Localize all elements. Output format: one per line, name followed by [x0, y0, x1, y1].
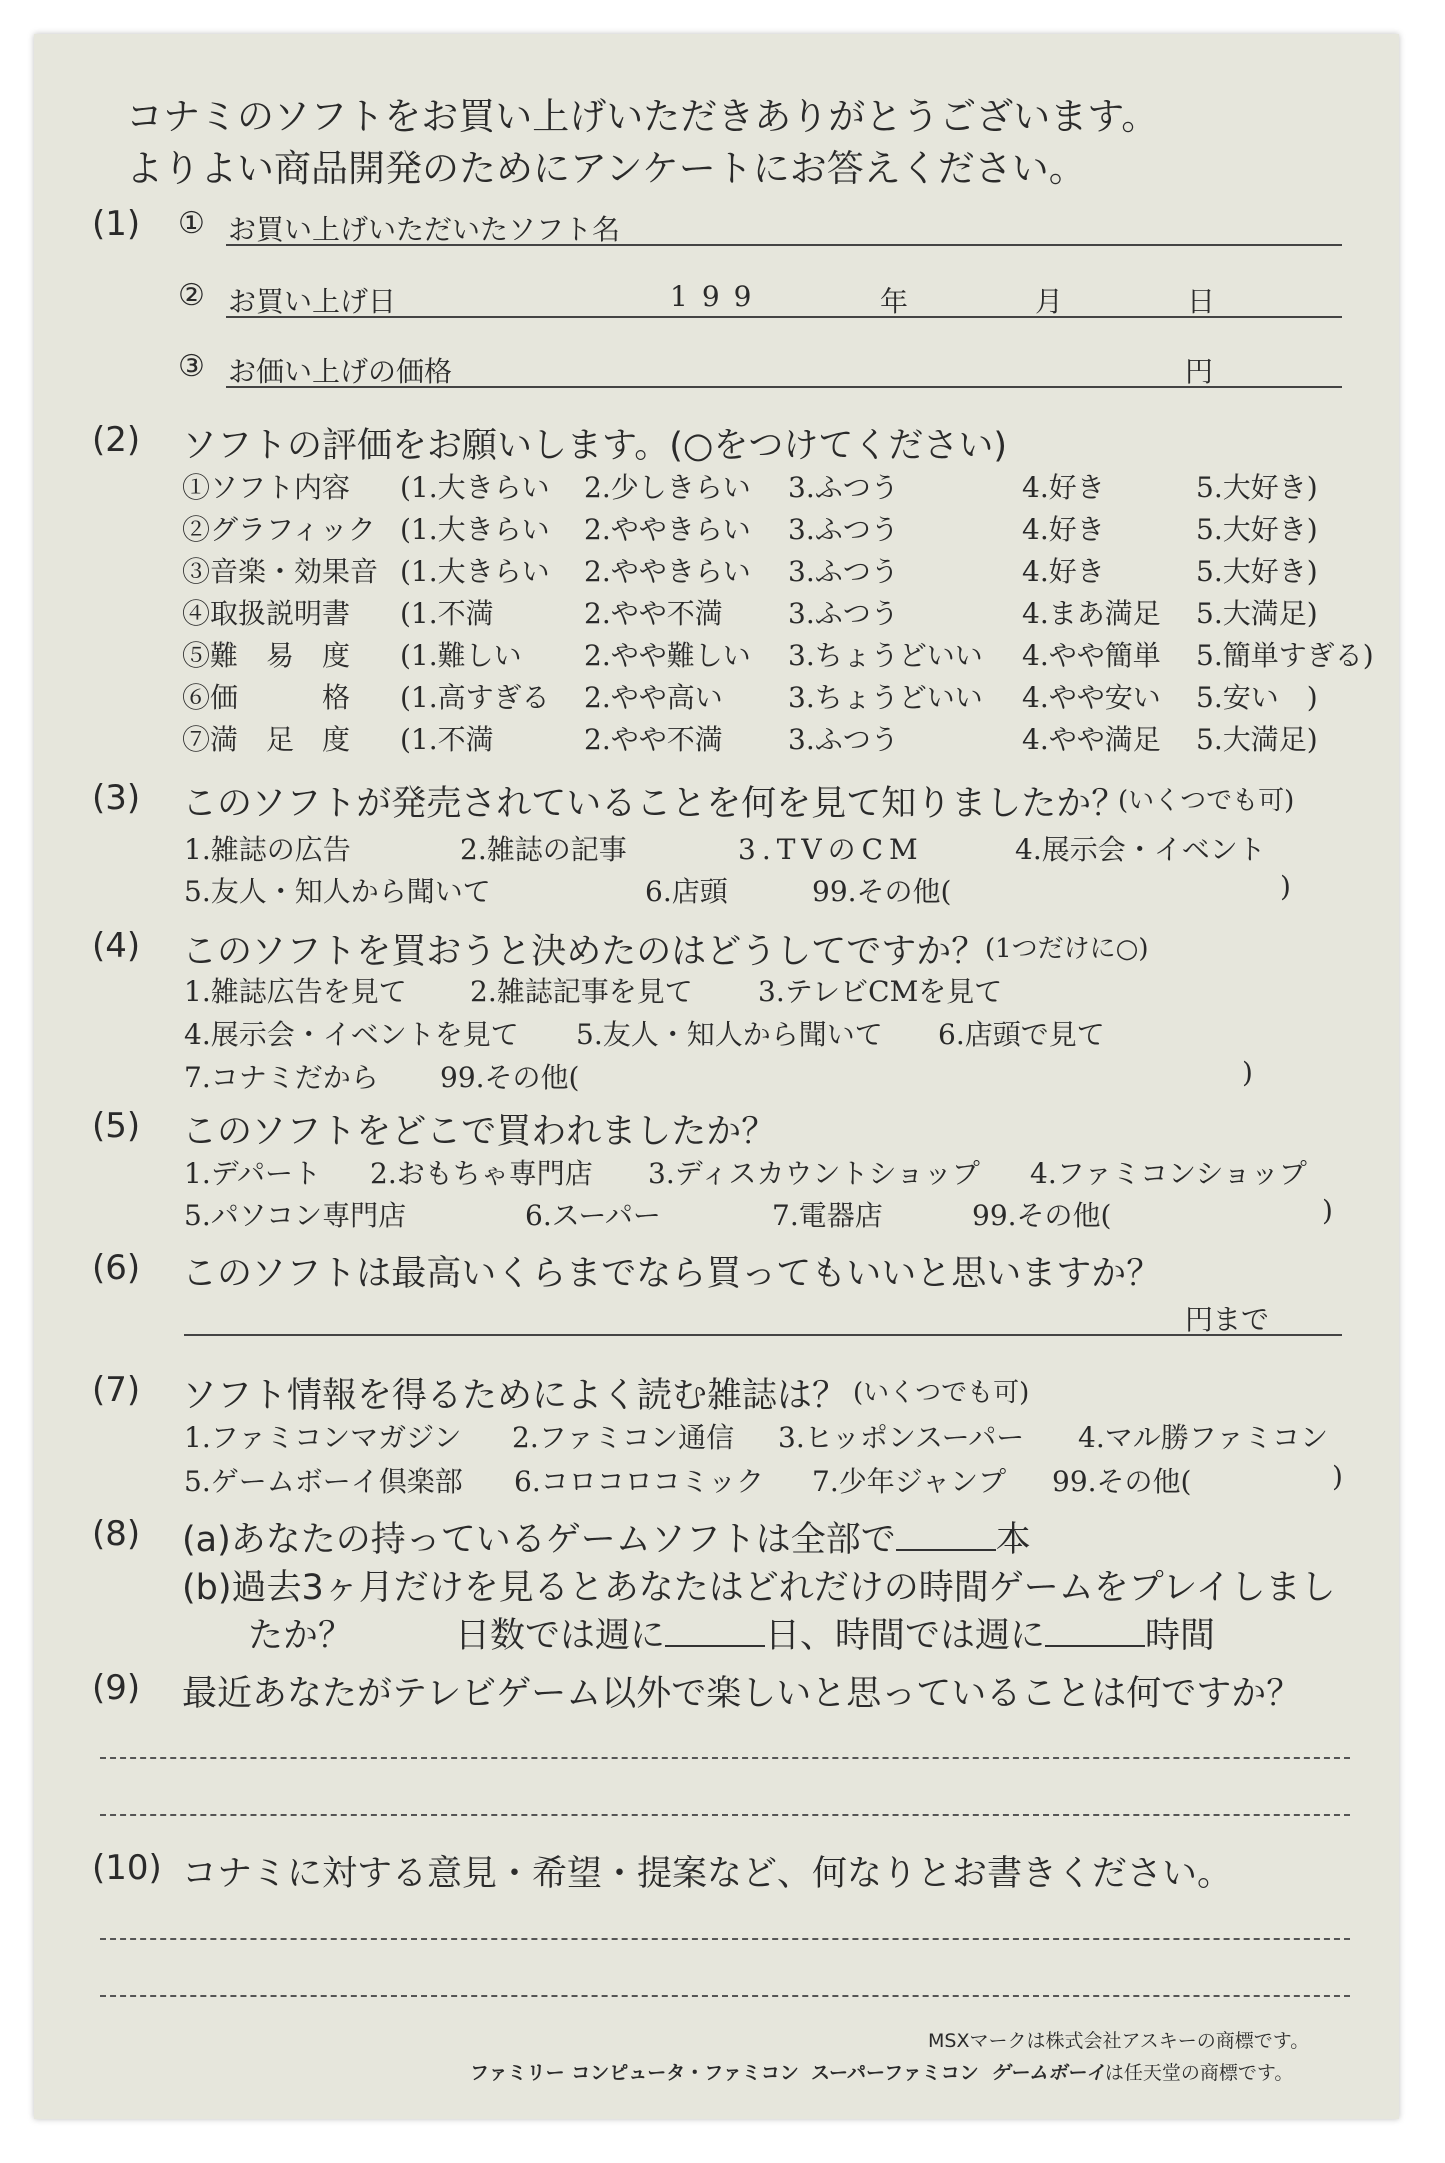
q8-a-blank[interactable]: [896, 1519, 996, 1551]
q3-option-99[interactable]: 99.その他(: [812, 875, 952, 908]
q8-b-line2: たか？: [248, 1616, 354, 1656]
q4-option-7[interactable]: 7.コナミだから: [184, 1061, 379, 1094]
q7-option-99-close: ): [1332, 1460, 1343, 1493]
q10-answer-line-1[interactable]: [100, 1938, 1350, 1940]
q1-software-name-field[interactable]: [226, 244, 1342, 246]
q3-title: このソフトが発売されていることを何を見て知りましたか？: [182, 784, 1127, 824]
intro-line-2: よりよい商品開発のためにアンケートにお答えください。: [126, 147, 1086, 190]
q2-row-option[interactable]: 3.ふつう: [788, 471, 899, 504]
q2-row-option[interactable]: 4.好き: [1022, 513, 1105, 546]
q2-row-option[interactable]: (1.高すぎる: [400, 681, 550, 714]
q8-b-days-blank[interactable]: [665, 1615, 765, 1647]
q1-c-label: お価い上げの価格: [228, 355, 453, 388]
q5-option-1[interactable]: 1.デパート: [184, 1157, 322, 1190]
q1-c-yen: 円: [1185, 355, 1214, 388]
q3-option-4[interactable]: 4.展示会・イベント: [1015, 833, 1266, 866]
q1-c-mark: ③: [178, 349, 205, 384]
q1-b-hi: 日: [1187, 285, 1216, 318]
q7-note: (いくつでも可): [853, 1378, 1030, 1408]
q9-number: (9): [92, 1668, 141, 1708]
q2-row-option[interactable]: (1.不満: [400, 597, 494, 630]
q4-option-1[interactable]: 1.雑誌広告を見て: [184, 975, 407, 1008]
q7-option-7[interactable]: 7.少年ジャンプ: [812, 1465, 1007, 1498]
q1-a-label: お買い上げいただいたソフト名: [228, 213, 621, 246]
q8-number: (8): [92, 1514, 141, 1554]
q1-a-mark: ①: [178, 206, 205, 241]
q2-row-label: ④取扱説明書: [182, 597, 351, 630]
q2-row-option[interactable]: 4.やや簡単: [1022, 639, 1161, 672]
q2-row-option[interactable]: 3.ちょうどいい: [788, 681, 983, 714]
q4-number: (4): [92, 926, 141, 966]
q3-option-3[interactable]: 3.TVのCM: [738, 833, 924, 866]
q4-option-3[interactable]: 3.テレビCMを見て: [758, 975, 1003, 1008]
q8-a: [182, 1512, 1031, 1562]
q2-row-option[interactable]: (1.大きらい: [400, 471, 550, 504]
footer-tail: は任天堂の商標です。: [1104, 2062, 1294, 2084]
q2-row-option[interactable]: 3.ちょうどいい: [788, 639, 983, 672]
q8-b-day-label: 日、時間では週に: [765, 1616, 1046, 1656]
footer-brand-gameboy: ゲームボーイ: [990, 2062, 1105, 2084]
q8-b-hours-label: 時間: [1145, 1616, 1216, 1656]
q1-number: (1): [92, 204, 141, 244]
q10-title: コナミに対する意見・希望・提案など、何なりとお書きください。: [182, 1854, 1233, 1894]
q8-b-hours-blank[interactable]: [1045, 1615, 1145, 1647]
q2-row-option[interactable]: 4.やや満足: [1022, 723, 1161, 756]
q2-row-option[interactable]: 2.やや高い: [584, 681, 723, 714]
q8-a-prefix: (a)あなたの持っているゲームソフトは全部で: [182, 1520, 896, 1560]
q3-option-1[interactable]: 1.雑誌の広告: [184, 833, 351, 866]
q8-b-answers: [455, 1608, 1215, 1658]
q1-purchase-date-field[interactable]: [226, 316, 1342, 318]
q2-row-option[interactable]: 5.安い ): [1196, 681, 1318, 714]
q8-b-days-label: 日数では週に: [455, 1616, 666, 1656]
q2-row-option[interactable]: (1.不満: [400, 723, 494, 756]
q3-option-99-close: ): [1280, 870, 1291, 903]
q7-option-99[interactable]: 99.その他(: [1052, 1465, 1192, 1498]
q1-b-nen: 年: [880, 285, 909, 318]
q5-option-99-close: ): [1322, 1194, 1333, 1227]
q6-number: (6): [92, 1248, 141, 1288]
q4-option-99-close: ): [1242, 1056, 1253, 1089]
q1-b-label: お買い上げ日: [228, 285, 397, 318]
q2-row-option[interactable]: 4.好き: [1022, 555, 1105, 588]
q2-row-option[interactable]: 3.ふつう: [788, 597, 899, 630]
q2-row-option[interactable]: 4.やや安い: [1022, 681, 1161, 714]
q5-number: (5): [92, 1106, 141, 1146]
q9-answer-line-1[interactable]: [100, 1757, 1350, 1759]
q1-b-year: 199: [670, 280, 766, 313]
q2-row-option[interactable]: (1.大きらい: [400, 555, 550, 588]
q2-row-label: ⑥価 格: [182, 681, 351, 714]
q9-title: 最近あなたがテレビゲーム以外で楽しいと思っていることは何ですか？: [182, 1674, 1302, 1714]
q7-title: ソフト情報を得るためによく読む雑誌は？: [182, 1376, 848, 1416]
q3-note: (いくつでも可): [1118, 786, 1295, 816]
q5-option-6[interactable]: 6.スーパー: [525, 1199, 661, 1232]
q2-row-option[interactable]: 5.大満足): [1196, 723, 1318, 756]
q8-b-line1: (b)過去3ヶ月だけを見るとあなたはどれだけの時間ゲームをプレイしまし: [182, 1568, 1336, 1608]
q7-number: (7): [92, 1370, 141, 1410]
q2-row-option[interactable]: 5.大好き): [1196, 513, 1318, 546]
q3-option-2[interactable]: 2.雑誌の記事: [460, 833, 627, 866]
q9-answer-line-2[interactable]: [100, 1814, 1350, 1816]
q7-option-4[interactable]: 4.マル勝ファミコン: [1078, 1421, 1329, 1454]
q2-row-option[interactable]: 2.少しきらい: [584, 471, 751, 504]
q3-option-6[interactable]: 6.店頭: [645, 875, 728, 908]
q7-option-6[interactable]: 6.コロコロコミック: [514, 1465, 765, 1498]
q2-row-option[interactable]: 3.ふつう: [788, 513, 899, 546]
q3-number: (3): [92, 778, 141, 818]
q6-price-field[interactable]: [184, 1334, 1342, 1336]
q2-row-label: ⑤難 易 度: [182, 639, 351, 672]
q4-option-99[interactable]: 99.その他(: [440, 1061, 580, 1094]
q2-row-option[interactable]: 5.大満足): [1196, 597, 1318, 630]
q2-row-label: ①ソフト内容: [182, 471, 351, 504]
q10-number: (10): [92, 1848, 162, 1888]
q5-option-3[interactable]: 3.ディスカウントショップ: [648, 1157, 980, 1190]
q5-option-4[interactable]: 4.ファミコンショップ: [1030, 1157, 1307, 1190]
q2-number: (2): [92, 420, 141, 460]
q2-row-option[interactable]: 3.ふつう: [788, 555, 899, 588]
q2-row-option[interactable]: 5.大好き): [1196, 471, 1318, 504]
q5-option-99[interactable]: 99.その他(: [972, 1199, 1112, 1232]
q2-row-option[interactable]: 4.好き: [1022, 471, 1105, 504]
intro-line-1: コナミのソフトをお買い上げいただきありがとうございます。: [126, 95, 1159, 138]
q4-note: (1つだけに○): [985, 934, 1149, 964]
q1-b-mark: ②: [178, 278, 205, 313]
q2-row-option[interactable]: 5.大好き): [1196, 555, 1318, 588]
q2-row-option[interactable]: 2.やや難しい: [584, 639, 751, 672]
q2-row-option[interactable]: (1.大きらい: [400, 513, 550, 546]
q1-b-tsuki: 月: [1035, 285, 1064, 318]
q2-row-option[interactable]: 2.ややきらい: [584, 513, 751, 546]
q2-row-option[interactable]: 5.簡単すぎる): [1196, 639, 1374, 672]
q4-option-6[interactable]: 6.店頭で見て: [938, 1018, 1105, 1051]
q2-row-option[interactable]: 3.ふつう: [788, 723, 899, 756]
q2-row-option[interactable]: (1.難しい: [400, 639, 522, 672]
q5-option-7[interactable]: 7.電器店: [772, 1199, 883, 1232]
q4-option-2[interactable]: 2.雑誌記事を見て: [470, 975, 693, 1008]
footer-msx-trademark: MSXマークは株式会社アスキーの商標です。: [928, 2030, 1310, 2052]
q2-row-label: ③音楽・効果音: [182, 555, 379, 588]
q2-title: ソフトの評価をお願いします。(○をつけてください): [182, 426, 1008, 466]
q2-row-option[interactable]: 2.やや不満: [584, 723, 723, 756]
q5-option-2[interactable]: 2.おもちゃ専門店: [370, 1157, 593, 1190]
footer-brand-famicom: ファミリー コンピュータ・ファミコン: [470, 2062, 799, 2084]
q6-title: このソフトは最高いくらまでなら買ってもいいと思いますか？: [182, 1254, 1162, 1294]
q7-option-3[interactable]: 3.ヒッポンスーパー: [778, 1421, 1025, 1454]
q2-row-option[interactable]: 2.ややきらい: [584, 555, 751, 588]
q7-option-2[interactable]: 2.ファミコン通信: [512, 1421, 735, 1454]
q2-row-option[interactable]: 2.やや不満: [584, 597, 723, 630]
q4-option-5[interactable]: 5.友人・知人から聞いて: [576, 1018, 883, 1051]
q7-option-5[interactable]: 5.ゲームボーイ倶楽部: [184, 1465, 463, 1498]
q10-answer-line-2[interactable]: [100, 1995, 1350, 1997]
q5-option-5[interactable]: 5.パソコン専門店: [184, 1199, 407, 1232]
q5-title: このソフトをどこで買われましたか？: [182, 1112, 777, 1152]
footer-brand-super-famicom: スーパーファミコン: [810, 2062, 979, 2084]
q2-row-option[interactable]: 4.まあ満足: [1022, 597, 1161, 630]
q1-price-field[interactable]: [226, 386, 1342, 388]
q6-unit: 円まで: [1185, 1303, 1270, 1336]
footer-nintendo-trademark: [470, 2058, 1293, 2085]
q8-a-suffix: 本: [995, 1520, 1031, 1560]
q7-option-1[interactable]: 1.ファミコンマガジン: [184, 1421, 462, 1454]
q4-title: このソフトを買おうと決めたのはどうしてですか？: [182, 932, 987, 972]
q4-option-4[interactable]: 4.展示会・イベントを見て: [184, 1018, 519, 1051]
q2-row-label: ⑦満 足 度: [182, 723, 351, 756]
q3-option-5[interactable]: 5.友人・知人から聞いて: [184, 875, 491, 908]
q2-row-label: ②グラフィック: [182, 513, 376, 546]
